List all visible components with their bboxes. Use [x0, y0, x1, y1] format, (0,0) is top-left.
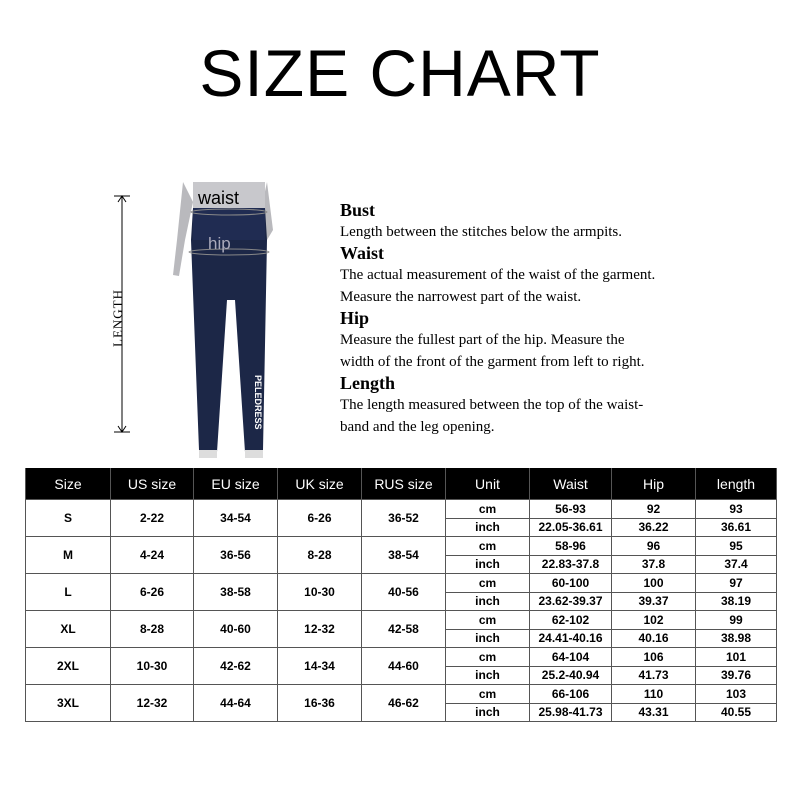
definition-term: Length	[340, 373, 396, 393]
cell-length: 38.98	[696, 629, 777, 648]
table-header: UK size	[278, 468, 362, 500]
cell-unit: inch	[446, 629, 530, 648]
cell-size: 3XL	[26, 685, 111, 722]
cell-hip: 41.73	[612, 666, 696, 685]
cell-waist: 25.2-40.94	[530, 666, 612, 685]
cell-unit: inch	[446, 703, 530, 722]
cell-rus: 40-56	[362, 574, 446, 611]
brand-text: PELEDRESS	[253, 375, 263, 430]
cell-rus: 38-54	[362, 537, 446, 574]
definition-text: Measure the fullest part of the hip. Measure the	[340, 332, 625, 348]
table-header: Hip	[612, 468, 696, 500]
definition-text: band and the leg opening.	[340, 419, 495, 435]
cell-rus: 46-62	[362, 685, 446, 722]
cell-length: 95	[696, 537, 777, 556]
cell-uk: 10-30	[278, 574, 362, 611]
definition-text: The length measured between the top of the waist-	[340, 397, 644, 413]
cell-length: 93	[696, 500, 777, 519]
cell-waist: 25.98-41.73	[530, 703, 612, 722]
cell-waist: 58-96	[530, 537, 612, 556]
cell-unit: cm	[446, 611, 530, 630]
cell-us: 12-32	[111, 685, 194, 722]
definition-term: Waist	[340, 243, 385, 263]
table-body	[26, 500, 777, 722]
waist-label: waist	[198, 188, 240, 208]
definition-term: Bust	[340, 200, 376, 220]
cell-length: 40.55	[696, 703, 777, 722]
table-header: length	[696, 468, 777, 500]
cell-hip: 106	[612, 648, 696, 667]
cell-us: 6-26	[111, 574, 194, 611]
cell-waist: 62-102	[530, 611, 612, 630]
length-label: LENGTH	[110, 289, 125, 347]
definition-waist	[340, 243, 740, 308]
cell-waist: 23.62-39.37	[530, 592, 612, 611]
cell-eu: 44-64	[194, 685, 278, 722]
cell-hip: 102	[612, 611, 696, 630]
table-row	[26, 500, 777, 519]
cell-waist: 56-93	[530, 500, 612, 519]
hip-label: hip	[208, 234, 231, 253]
table-row	[26, 648, 777, 667]
cell-rus: 42-58	[362, 611, 446, 648]
definition-length	[340, 373, 740, 438]
cell-size: XL	[26, 611, 111, 648]
table-header: Unit	[446, 468, 530, 500]
cell-uk: 12-32	[278, 611, 362, 648]
pants-model-image	[155, 180, 295, 465]
cell-uk: 16-36	[278, 685, 362, 722]
table-row	[26, 537, 777, 556]
cell-hip: 96	[612, 537, 696, 556]
cell-length: 38.19	[696, 592, 777, 611]
cell-us: 2-22	[111, 500, 194, 537]
cell-uk: 8-28	[278, 537, 362, 574]
table-row	[26, 685, 777, 704]
cell-hip: 43.31	[612, 703, 696, 722]
cell-length: 37.4	[696, 555, 777, 574]
table-header-row	[26, 468, 777, 500]
cell-hip: 36.22	[612, 518, 696, 537]
definition-text: Length between the stitches below the armpits.	[340, 224, 623, 240]
cell-us: 4-24	[111, 537, 194, 574]
page-title: SIZE CHART	[199, 36, 601, 110]
definition-hip	[340, 308, 740, 373]
cell-hip: 40.16	[612, 629, 696, 648]
cell-waist: 22.05-36.61	[530, 518, 612, 537]
table-header: EU size	[194, 468, 278, 500]
cell-eu: 36-56	[194, 537, 278, 574]
table-row	[26, 611, 777, 630]
cell-size: M	[26, 537, 111, 574]
cell-unit: cm	[446, 574, 530, 593]
cell-eu: 38-58	[194, 574, 278, 611]
definition-text: The actual measurement of the waist of the garment.	[340, 267, 656, 283]
cell-waist: 24.41-40.16	[530, 629, 612, 648]
table-header: RUS size	[362, 468, 446, 500]
cell-unit: cm	[446, 648, 530, 667]
cell-waist: 60-100	[530, 574, 612, 593]
cell-unit: inch	[446, 518, 530, 537]
cell-rus: 36-52	[362, 500, 446, 537]
cell-unit: inch	[446, 592, 530, 611]
table-header: Size	[26, 468, 111, 500]
cell-us: 10-30	[111, 648, 194, 685]
cell-size: 2XL	[26, 648, 111, 685]
table-header: US size	[111, 468, 194, 500]
cell-eu: 40-60	[194, 611, 278, 648]
table-header: Waist	[530, 468, 612, 500]
cell-hip: 37.8	[612, 555, 696, 574]
cell-length: 103	[696, 685, 777, 704]
cell-hip: 92	[612, 500, 696, 519]
cell-unit: inch	[446, 555, 530, 574]
cell-hip: 110	[612, 685, 696, 704]
cell-length: 39.76	[696, 666, 777, 685]
cell-unit: inch	[446, 666, 530, 685]
definition-term: Hip	[340, 308, 370, 328]
cell-hip: 39.37	[612, 592, 696, 611]
cell-uk: 14-34	[278, 648, 362, 685]
cell-length: 36.61	[696, 518, 777, 537]
cell-unit: cm	[446, 685, 530, 704]
table-row	[26, 574, 777, 593]
cell-waist: 64-104	[530, 648, 612, 667]
cell-unit: cm	[446, 500, 530, 519]
size-table	[25, 468, 777, 722]
cell-waist: 22.83-37.8	[530, 555, 612, 574]
cell-rus: 44-60	[362, 648, 446, 685]
cell-size: L	[26, 574, 111, 611]
cell-eu: 34-54	[194, 500, 278, 537]
cell-eu: 42-62	[194, 648, 278, 685]
definition-bust	[340, 200, 740, 243]
definition-text: Measure the narrowest part of the waist.	[340, 289, 582, 305]
cell-length: 97	[696, 574, 777, 593]
measurement-definitions	[340, 200, 740, 438]
model-figure	[100, 180, 290, 465]
definition-text: width of the front of the garment from left to right.	[340, 354, 645, 370]
cell-size: S	[26, 500, 111, 537]
cell-unit: cm	[446, 537, 530, 556]
cell-waist: 66-106	[530, 685, 612, 704]
cell-hip: 100	[612, 574, 696, 593]
cell-length: 99	[696, 611, 777, 630]
cell-uk: 6-26	[278, 500, 362, 537]
cell-length: 101	[696, 648, 777, 667]
cell-us: 8-28	[111, 611, 194, 648]
